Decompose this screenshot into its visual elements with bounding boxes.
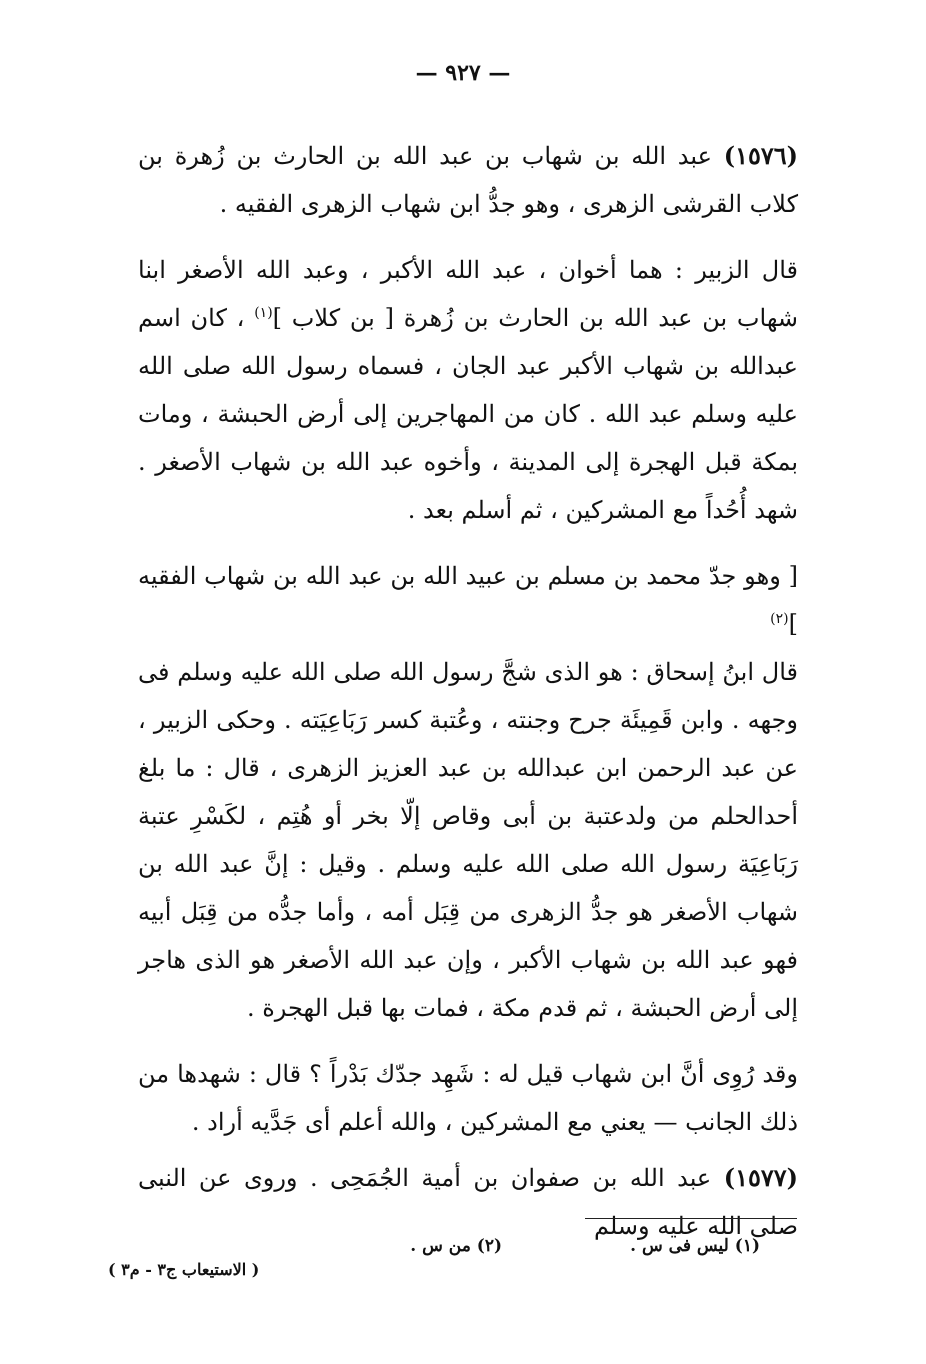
- paragraph-ishaq: [138, 648, 798, 1032]
- footnote-divider: [585, 1218, 797, 1219]
- paragraph-text: قال الزبير : هما أخوان ، عبد الله الأكبر ، وعبد الله الأصغر ابنا شهاب بن عبد الله بن الحارث بن زُهرة [ بن كلاب ]: [138, 256, 799, 332]
- footnote-ref-1: (١): [254, 305, 273, 321]
- main-text: [138, 132, 798, 1250]
- paragraph-ruwiya: [138, 1050, 798, 1146]
- paragraph-text: وقد رُوِى أنَّ ابن شهاب قيل له : شَهِد جدّك بَدْراً ؟ قال : شهدها من ذلك الجانب — يعني مع المشركين ، والله أعلم أى جَدَّيه أراد .: [138, 1060, 798, 1136]
- footnote-1: (١) ليس فى س .: [630, 1236, 760, 1256]
- entry-heading: عبد الله بن شهاب بن عبد الله بن الحارث بن زُهرة بن كلاب القرشى الزهرى ، وهو جدُّ ابن شهاب الزهرى الفقيه .: [138, 142, 798, 218]
- paragraph-text: قال ابنُ إسحاق : هو الذى شجَّ رسول الله صلى الله عليه وسلم فى وجهه . وابن قَمِيئَة جرح وجنته ، وعُتبة كسر رَبَاعِيَته . وحكى الزبير ، عن عبد الرحمن ابن عبدالله بن عبد العزيز الزهرى ، قال : ما بلغ أحدالحلم من ولدعتبة بن أبى وقاص إلّا بخر أو هُتِم ، لكَسْرِ عتبة رَبَاعِيَة رسول الله صلى الله عليه وسلم . وقيل : إنَّ عبد الله بن شهاب الأصغر هو جدُّ الزهرى من قِبَل أمه ، وأما جدُّه من قِبَل أبيه فهو عبد الله بن شهاب الأكبر ، وإن عبد الله الأصغر هو الذى هاجر إلى أرض الحبشة ، ثم قدم مكة ، فمات بها قبل الهجرة .: [138, 658, 798, 1022]
- signature-mark: ( الاستيعاب ج٣ - م٣ ): [108, 1260, 260, 1279]
- page-number: — ٩٢٧ —: [415, 60, 511, 86]
- entry-heading: عبد الله بن صفوان بن أمية الجُمَحِى . وروى عن النبى صلى الله عليه وسلم: [138, 1164, 798, 1240]
- paragraph-text: ، كان اسم عبدالله بن شهاب الأكبر عبد الجان ، فسماه رسول الله صلى الله عليه وسلم عبد الله . كان من المهاجرين إلى أرض الحبشة ، ومات بمكة قبل الهجرة إلى المدينة ، وأخوه عبد الله بن شهاب الأصغر . شهد أُحُداً مع المشركين ، ثم أسلم بعد .: [138, 304, 798, 524]
- entry-number: (١٥٧٦): [723, 141, 798, 170]
- paragraph-zubair: [138, 246, 798, 534]
- footnote-ref-2: (٢): [770, 611, 789, 627]
- paragraph-bracket: [138, 552, 798, 648]
- bracket-text: [ وهو جدّ محمد بن مسلم بن عبيد الله بن عبد الله بن شهاب الفقيه ]: [138, 562, 798, 638]
- entry-1576: [138, 132, 798, 228]
- entry-number: (١٥٧٧): [723, 1163, 798, 1192]
- footnote-2: (٢) من س .: [410, 1236, 502, 1256]
